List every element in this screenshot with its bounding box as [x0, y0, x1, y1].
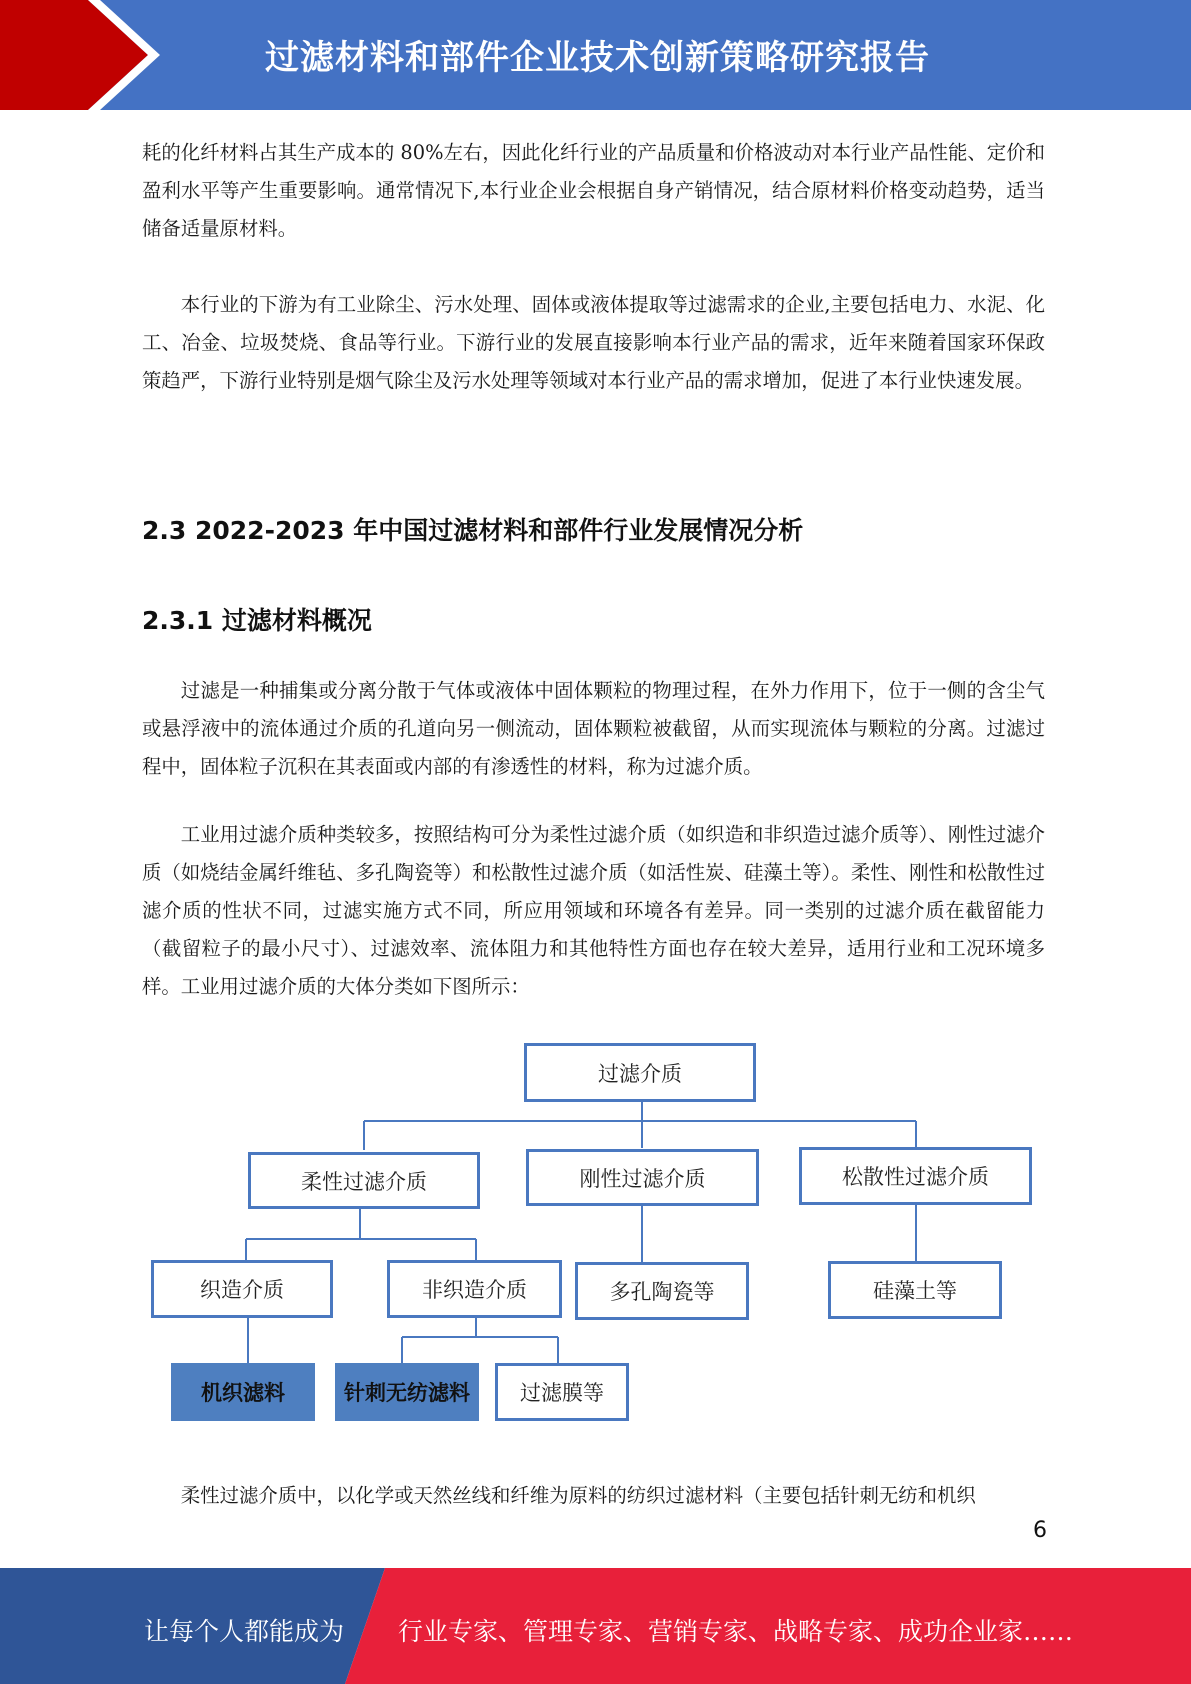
paragraph-downstream: 本行业的下游为有工业除尘、污水处理、固体或液体提取等过滤需求的企业,主要包括电力、水泥、化工、冶金、垃圾焚烧、食品等行业。下游行业的发展直接影响本行业产品的需求，近年来随着国家环保政策趋严，下游行业特别是烟气除尘及污水处理等领域对本行业产品的需求增加，促进了本行业快速发展。 [142, 293, 1045, 392]
footer-slogan-right: 行业专家、管理专家、营销专家、战略专家、成功企业家…… [398, 1617, 1074, 1646]
node-diatomite: 硅藻土等 [828, 1261, 1002, 1319]
section-heading-2-3-1: 2.3.1 过滤材料概况 [142, 606, 372, 635]
section-heading-2-3: 2.3 2022-2023 年中国过滤材料和部件行业发展情况分析 [142, 516, 804, 545]
node-woven-media: 织造介质 [151, 1260, 333, 1318]
filter-media-classification-diagram [0, 1035, 1191, 1425]
footer-slogan-left: 让每个人都能成为 [144, 1617, 345, 1646]
page-number: 6 [1033, 1518, 1047, 1543]
header-arrow-decoration [0, 0, 160, 110]
body-text-top [142, 134, 1045, 400]
node-filter-media: 过滤介质 [524, 1043, 756, 1102]
node-porous-ceramic: 多孔陶瓷等 [575, 1262, 749, 1320]
node-filter-membrane: 过滤膜等 [495, 1363, 629, 1421]
body-text-bottom [142, 1477, 1045, 1515]
footer-banner [0, 1568, 1191, 1684]
paragraph-raw-materials: 耗的化纤材料占其生产成本的 80%左右，因此化纤行业的产品质量和价格波动对本行业产品性能、定价和盈利水平等产生重要影响。通常情况下,本行业企业会根据自身产销情况，结合原材料价格变动趋势，适当储备适量原材料。 [142, 141, 1045, 240]
node-needle-punched-nonwoven: 针刺无纺滤料 [335, 1363, 479, 1421]
node-woven-filter-material: 机织滤料 [171, 1363, 315, 1421]
body-text-middle [142, 672, 1045, 1006]
node-rigid-filter-media: 刚性过滤介质 [526, 1149, 759, 1206]
node-flexible-filter-media: 柔性过滤介质 [248, 1152, 480, 1209]
paragraph-flexible-media: 柔性过滤介质中，以化学或天然丝线和纤维为原料的纺织过滤材料（主要包括针刺无纺和机织 [180, 1484, 976, 1507]
report-title: 过滤材料和部件企业技术创新策略研究报告 [265, 38, 930, 78]
paragraph-filtration-definition: 过滤是一种捕集或分离分散于气体或液体中固体颗粒的物理过程，在外力作用下，位于一侧的含尘气或悬浮液中的流体通过介质的孔道向另一侧流动，固体颗粒被截留，从而实现流体与颗粒的分离。过滤过程中，固体粒子沉积在其表面或内部的有渗透性的材料，称为过滤介质。 [142, 679, 1045, 778]
paragraph-filter-media-types: 工业用过滤介质种类较多，按照结构可分为柔性过滤介质（如织造和非织造过滤介质等）、刚性过滤介质（如烧结金属纤维毡、多孔陶瓷等）和松散性过滤介质（如活性炭、硅藻土等）。柔性、刚性和松散性过滤介质的性状不同，过滤实施方式不同，所应用领域和环境各有差异。同一类别的过滤介质在截留能力（截留粒子的最小尺寸）、过滤效率、流体阻力和其他特性方面也存在较大差异，适用行业和工况环境多样。工业用过滤介质的大体分类如下图所示： [142, 823, 1045, 998]
header-banner [0, 0, 1191, 110]
node-loose-filter-media: 松散性过滤介质 [799, 1147, 1032, 1205]
node-nonwoven-media: 非织造介质 [387, 1260, 562, 1318]
